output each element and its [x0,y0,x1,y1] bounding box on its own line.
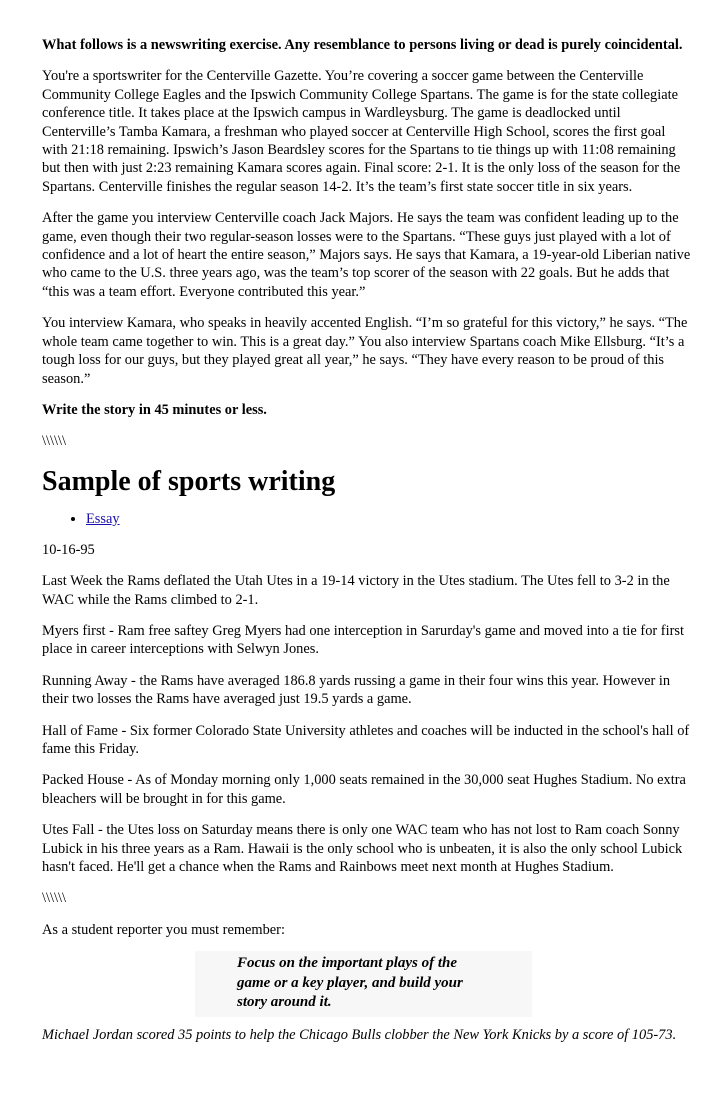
exercise-instruction: Write the story in 45 minutes or less. [42,401,267,418]
example-lead-sentence: Michael Jordan scored 35 points to help the Chicago Bulls clobber the New York Knicks by a score of 105-73. [42,1027,677,1044]
section-separator: \\\\\\ [42,433,66,450]
callout-line: game or a key player, and build your [237,974,463,991]
callout-box [195,951,532,1017]
sample-paragraph: Utes Fall - the Utes loss on Saturday means there is only one WAC team who has not lost to Ram coach Sonny Lubick in his three years as a Ram. Hawaii is the only school who is unbeaten, it is also the only school Lubick hasn't faced. He'll get a chance when the Rams and Rainbows meet next month at Hughes Stadium. [42,822,683,875]
exercise-intro: What follows is a newswriting exercise. Any resemblance to persons living or dead is purely coincidental. [42,37,683,53]
sample-paragraph: Last Week the Rams deflated the Utah Utes in a 19-14 victory in the Utes stadium. The Utes fell to 3-2 in the WAC while the Rams climbed to 2-1. [42,573,670,608]
callout-line: story around it. [237,994,332,1011]
sample-paragraph: Hall of Fame - Six former Colorado State University athletes and coaches will be inducted in the school's hall of fame this Friday. [42,722,690,757]
tag-list [42,510,692,528]
sample-paragraph: Packed House - As of Monday morning only 1,000 seats remained in the 30,000 seat Hughes Stadium. No extra bleachers will be brought in for this game. [42,772,686,807]
sample-title: Sample of sports writing [42,465,336,497]
tag-list-item [86,510,692,528]
document-page [42,36,692,1045]
exercise-paragraph: You interview Kamara, who speaks in heavily accented English. “I’m so grateful for this victory,” he says. “The whole team came together to win. This is a great day.” You also interview Spartans coach Mike Ellsburg. “It’s a tough loss for our guys, but they played great all year,” he says. “They have every reason to be proud of this season.” [42,315,688,387]
reminder-lead: As a student reporter you must remember: [42,921,285,938]
section-separator: \\\\\\ [42,890,66,907]
tag-link-essay[interactable]: Essay [86,510,120,527]
callout-container [42,951,692,1017]
sample-paragraph: Myers first - Ram free saftey Greg Myers had one interception in Sarurday's game and moved into a tie for first place in career interceptions with Selwyn Jones. [42,622,684,658]
sample-paragraph: Running Away - the Rams have averaged 186.8 yards russing a game in their four wins this year. However in their two losses the Rams have averaged just 19.5 yards a game. [42,672,671,708]
sample-date: 10-16-95 [42,541,95,558]
callout-line: Focus on the important plays of the [237,955,458,972]
exercise-paragraph: After the game you interview Centerville coach Jack Majors. He says the team was confident leading up to the game, even though their two regular-season losses were to the Spartans. “These guys just played with a lot of confidence and a lot of heart the entire season,” Majors says. He says that Kamara, a 19-year-old Liberian native who came to the U.S. three years ago, was the team’s top scorer of the season with 22 goals. But he adds that “this was a team effort. Everyone contributed this year.” [42,210,691,300]
exercise-paragraph: You're a sportswriter for the Centerville Gazette. You’re covering a soccer game between the Centerville Community College Eagles and the Ipswich Community College Spartans. The game is for the state collegiate conference title. It takes place at the Ipswich campus in Wardleysburg. The game is deadlocked until Centerville’s Tamba Kamara, a freshman who played soccer at Centerville High School, scores the first goal with 21:18 remaining. Ipswich’s Jason Beardsley scores for the Spartans to tie things up with 11:08 remaining but then with just 2:23 remaining Kamara scores again. Final score: 2-1. It is the only loss of the season for the Spartans. Centerville finishes the regular season 14-2. It’s the team’s first state soccer title in six years. [42,68,681,195]
